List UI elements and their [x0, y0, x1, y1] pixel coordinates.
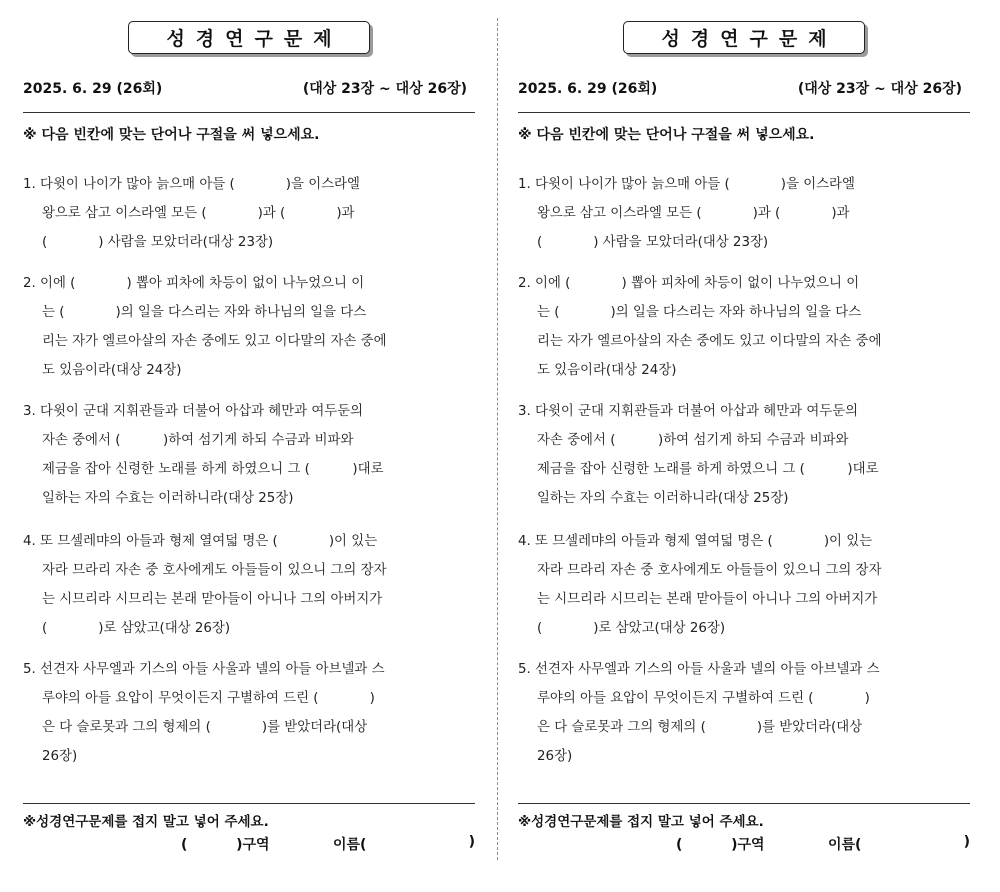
question-line: 2. 이에 ( ) 뽑아 피차에 차등이 없이 나누었으니 이 [23, 276, 365, 291]
question-3 [518, 397, 970, 513]
header-rule [518, 112, 970, 113]
name-field-close: ) [963, 834, 970, 850]
question-4 [23, 527, 475, 643]
question-line: 루야의 아들 요압이 무엇이든지 구별하여 드린 ( ) [42, 691, 375, 706]
question-line: 3. 다윗이 군대 지휘관들과 더불어 아삽과 헤만과 여두둔의 [23, 404, 364, 419]
footer-note: ※성경연구문제를 접지 말고 넣어 주세요. [518, 814, 764, 830]
question-line: 루야의 아들 요압이 무엇이든지 구별하여 드린 ( ) [537, 691, 870, 706]
worksheet-copy-left [23, 0, 475, 892]
question-line: 5. 선견자 사무엘과 기스의 아들 사울과 넬의 아들 아브넬과 스 [518, 662, 880, 677]
question-line: ( ) 사람을 모았더라(대상 23장) [42, 235, 274, 250]
chapter-range: (대상 23장 ~ 대상 26장) [302, 81, 467, 97]
question-line: ( )로 삼았고(대상 26장) [537, 621, 726, 636]
question-line: 26장) [537, 749, 573, 764]
question-line: ( )로 삼았고(대상 26장) [42, 621, 231, 636]
question-line: 도 있음이라(대상 24장) [537, 363, 677, 378]
cut-line [497, 18, 498, 860]
session-date: 2025. 6. 29 (26회) [518, 81, 658, 97]
footer-note: ※성경연구문제를 접지 말고 넣어 주세요. [23, 814, 269, 830]
footer-rule [23, 803, 475, 804]
question-line: 일하는 자의 수효는 이러하니라(대상 25장) [42, 491, 294, 506]
name-field-close: ) [468, 834, 475, 850]
question-2 [518, 269, 970, 385]
worksheet-copy-right [518, 0, 970, 892]
question-5 [23, 655, 475, 771]
district-field: ( )구역 [676, 837, 765, 853]
question-1 [518, 170, 970, 257]
submitter-fields [23, 834, 475, 856]
question-line: 일하는 자의 수효는 이러하니라(대상 25장) [537, 491, 789, 506]
question-line: 자손 중에서 ( )하여 섬기게 하되 수금과 비파와 [42, 433, 354, 448]
submitter-fields [518, 834, 970, 856]
question-line: 자손 중에서 ( )하여 섬기게 하되 수금과 비파와 [537, 433, 849, 448]
question-line: 는 시므리라 시므리는 본래 맏아들이 아니나 그의 아버지가 [537, 592, 878, 607]
question-line: 왕으로 삼고 이스라엘 모든 ( )과 ( )과 [537, 206, 850, 221]
district-field: ( )구역 [181, 837, 270, 853]
question-line: 는 시므리라 시므리는 본래 맏아들이 아니나 그의 아버지가 [42, 592, 383, 607]
name-field: 이름( [333, 837, 367, 853]
question-line: 4. 또 므셀레먀의 아들과 형제 열여덟 명은 ( )이 있는 [518, 534, 873, 549]
question-3 [23, 397, 475, 513]
question-line: 자라 므라리 자손 중 호사에게도 아들들이 있으니 그의 장자 [42, 563, 387, 578]
question-line: 도 있음이라(대상 24장) [42, 363, 182, 378]
instruction: ※ 다음 빈칸에 맞는 단어나 구절을 써 넣으세요. [518, 127, 815, 143]
question-1 [23, 170, 475, 257]
header-rule [23, 112, 475, 113]
question-line: 은 다 슬로못과 그의 형제의 ( )를 받았더라(대상 [42, 720, 368, 735]
question-5 [518, 655, 970, 771]
question-4 [518, 527, 970, 643]
footer-rule [518, 803, 970, 804]
question-line: 26장) [42, 749, 78, 764]
question-line: 리는 자가 엘르아살의 자손 중에도 있고 이다말의 자손 중에 [537, 334, 882, 349]
question-line: 는 ( )의 일을 다스리는 자와 하나님의 일을 다스 [537, 305, 862, 320]
chapter-range: (대상 23장 ~ 대상 26장) [797, 81, 962, 97]
question-line: 제금을 잡아 신령한 노래를 하게 하였으니 그 ( )대로 [537, 462, 879, 477]
question-line: 제금을 잡아 신령한 노래를 하게 하였으니 그 ( )대로 [42, 462, 384, 477]
question-line: 왕으로 삼고 이스라엘 모든 ( )과 ( )과 [42, 206, 355, 221]
question-2 [23, 269, 475, 385]
question-line: 4. 또 므셀레먀의 아들과 형제 열여덟 명은 ( )이 있는 [23, 534, 378, 549]
question-line: ( ) 사람을 모았더라(대상 23장) [537, 235, 769, 250]
question-line: 는 ( )의 일을 다스리는 자와 하나님의 일을 다스 [42, 305, 367, 320]
question-line: 리는 자가 엘르아살의 자손 중에도 있고 이다말의 자손 중에 [42, 334, 387, 349]
instruction: ※ 다음 빈칸에 맞는 단어나 구절을 써 넣으세요. [23, 127, 320, 143]
question-line: 5. 선견자 사무엘과 기스의 아들 사울과 넬의 아들 아브넬과 스 [23, 662, 385, 677]
name-field: 이름( [828, 837, 862, 853]
question-line: 1. 다윗이 나이가 많아 늙으매 아들 ( )을 이스라엘 [518, 177, 855, 192]
question-line: 2. 이에 ( ) 뽑아 피차에 차등이 없이 나누었으니 이 [518, 276, 860, 291]
question-line: 3. 다윗이 군대 지휘관들과 더불어 아삽과 헤만과 여두둔의 [518, 404, 859, 419]
session-date: 2025. 6. 29 (26회) [23, 81, 163, 97]
worksheet-title: 성경연구문제 [623, 21, 865, 54]
question-line: 자라 므라리 자손 중 호사에게도 아들들이 있으니 그의 장자 [537, 563, 882, 578]
question-line: 1. 다윗이 나이가 많아 늙으매 아들 ( )을 이스라엘 [23, 177, 360, 192]
question-line: 은 다 슬로못과 그의 형제의 ( )를 받았더라(대상 [537, 720, 863, 735]
worksheet-title: 성경연구문제 [128, 21, 370, 54]
